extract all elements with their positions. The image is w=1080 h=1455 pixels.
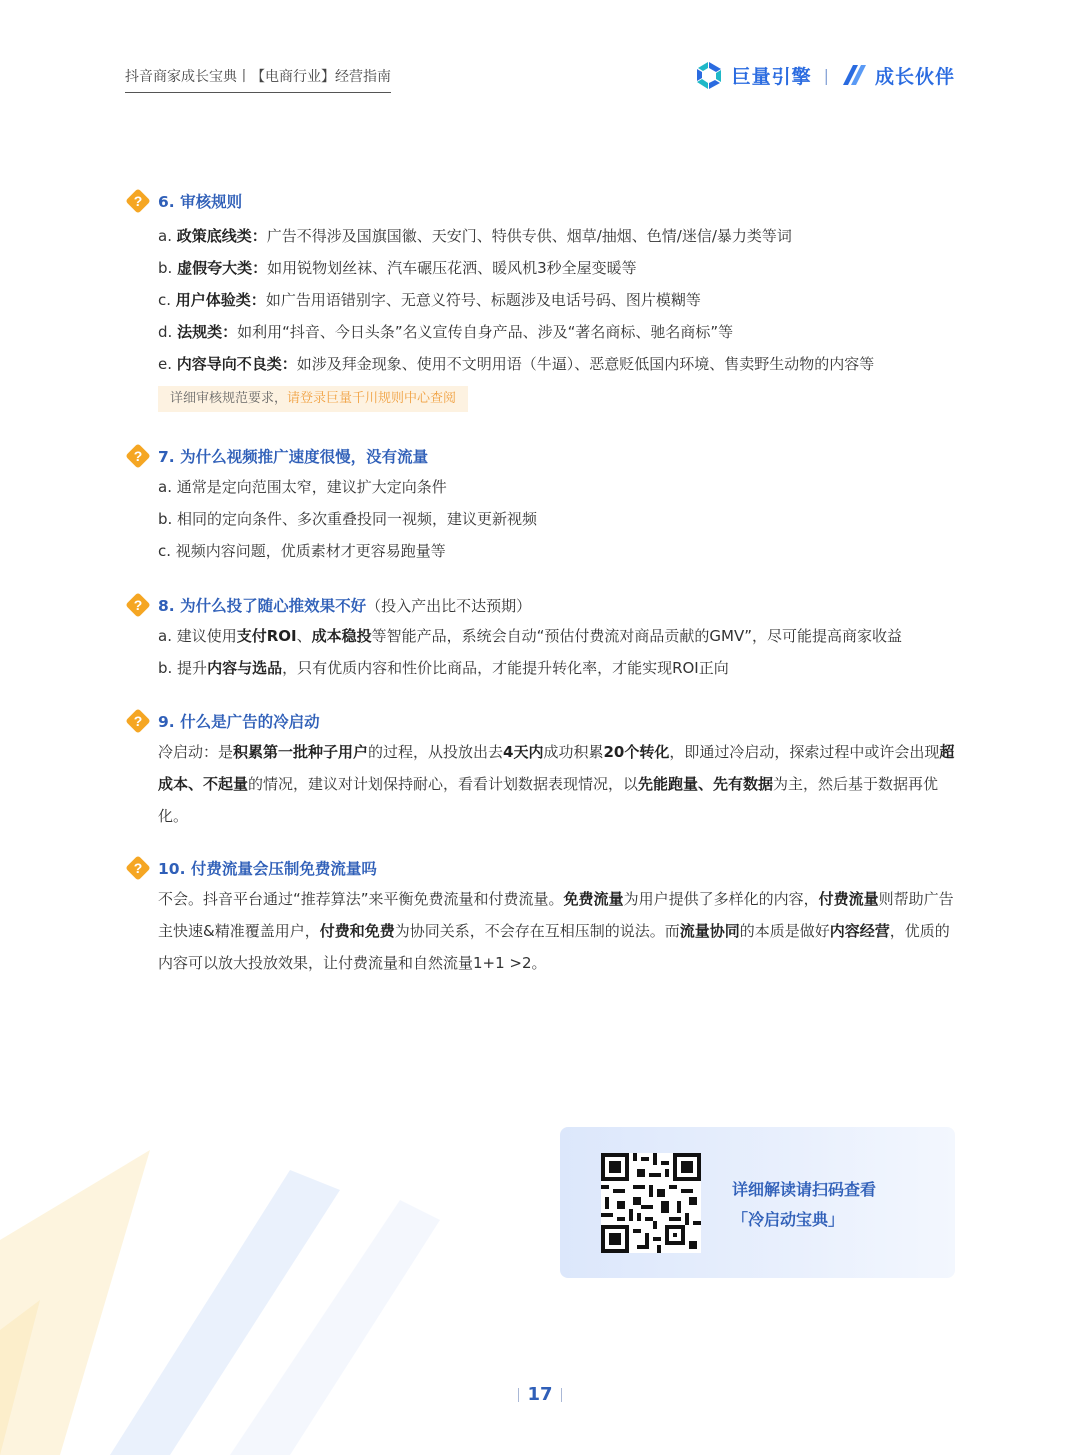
- section-header: [125, 186, 955, 216]
- section-header: [125, 853, 955, 883]
- ocean-engine-logo-icon: [694, 60, 724, 90]
- section-title: 7. 为什么视频推广速度很慢，没有流量: [158, 448, 429, 466]
- list-item: a. 政策底线类：广告不得涉及国旗国徽、天安门、特供专供、烟草/抽烟、色情/迷信/暴力类等词: [158, 227, 792, 245]
- growth-partner-logo-icon: [841, 63, 867, 87]
- list-item: c. 视频内容问题，优质素材才更容易跑量等: [158, 542, 446, 560]
- list-item: b. 虚假夸大类：如用锐物划丝袜、汽车碾压花洒、暖风机3秒全屋变暖等: [158, 259, 637, 277]
- qr-code[interactable]: [601, 1153, 701, 1253]
- section-title: 8. 为什么投了随心推效果不好（投入产出比不达预期）: [158, 597, 532, 615]
- svg-text:?: ?: [133, 597, 143, 613]
- section-header: [125, 441, 955, 471]
- list-item: e. 内容导向不良类：如涉及拜金现象、使用不文明用语（牛逼）、恶意贬低国内环境、售卖野生动物的内容等: [158, 355, 875, 373]
- page-number-divider: [518, 1388, 519, 1402]
- section-paid-vs-free-traffic: [125, 853, 955, 979]
- question-mark-icon: [125, 708, 151, 734]
- rules-center-link[interactable]: 请登录巨量千川规则中心查阅: [287, 391, 457, 406]
- section-title: 10. 付费流量会压制免费流量吗: [158, 860, 377, 878]
- brand-separator: |: [823, 65, 829, 85]
- list-item: a. 通常是定向范围太窄，建议扩大定向条件: [158, 478, 447, 496]
- section-header: [125, 590, 955, 620]
- section-cold-start: [125, 706, 955, 832]
- list-item: b. 相同的定向条件、多次重叠投同一视频，建议更新视频: [158, 510, 538, 528]
- section-paragraph: 不会。抖音平台通过“推荐算法”来平衡免费流量和付费流量。免费流量为用户提供了多样化的内容，付费流量则帮助广告主快速&精准覆盖用户，付费和免费为协同关系，不会存在互相压制的说法。而流量协同的本质是做好内容经营，优质的内容可以放大投放效果，让付费流量和自然流量1+1 >2。: [158, 890, 954, 972]
- tip-text: 详细审核规范要求，: [170, 391, 288, 406]
- list-item: c. 用户体验类：如广告用语错别字、无意义符号、标题涉及电话号码、图片模糊等: [158, 291, 701, 309]
- brand-primary-name: 巨量引擎: [731, 65, 812, 88]
- page-number-value: 17: [527, 1384, 553, 1405]
- page-number-divider: [561, 1388, 562, 1402]
- header-title: 抖音商家成长宝典丨【电商行业】经营指南: [125, 66, 391, 93]
- section-title: 6. 审核规则: [158, 193, 243, 211]
- brand-logo: [694, 60, 955, 90]
- qr-code-icon: [601, 1153, 701, 1253]
- question-mark-icon: [125, 443, 151, 469]
- brand-secondary-name: 成长伙伴: [874, 65, 955, 88]
- section-paragraph: 冷启动：是积累第一批种子用户的过程，从投放出去4天内成功积累20个转化，即通过冷启动，探索过程中或许会出现超成本、不起量的情况，建议对计划保持耐心，看看计划数据表现情况，以先能跑量、先有数据为主，然后基于数据再优化。: [158, 743, 955, 825]
- page-number: [0, 1384, 1080, 1405]
- section-title: 9. 什么是广告的冷启动: [158, 713, 320, 731]
- svg-text:?: ?: [133, 448, 143, 464]
- section-slow-video-promotion: [125, 441, 955, 567]
- question-mark-icon: [125, 855, 151, 881]
- qr-caption: [732, 1175, 876, 1235]
- qr-caption-line1: 详细解读请扫码查看: [732, 1180, 877, 1199]
- review-rules-tip: [158, 386, 468, 412]
- question-mark-icon: [125, 188, 151, 214]
- list-item: b. 提升内容与选品，只有优质内容和性价比商品，才能提升转化率，才能实现ROI正向: [158, 659, 729, 677]
- svg-text:?: ?: [133, 713, 143, 729]
- list-item: d. 法规类：如利用“抖音、今日头条”名义宣传自身产品、涉及“著名商标、驰名商标”等: [158, 323, 734, 341]
- svg-text:?: ?: [133, 193, 143, 209]
- qr-caption-line2: 「冷启动宝典」: [732, 1210, 845, 1229]
- page-header: [125, 60, 955, 94]
- qr-code-card: [560, 1127, 955, 1278]
- section-suixintui-effect: [125, 590, 955, 684]
- svg-text:?: ?: [133, 860, 143, 876]
- list-item: a. 建议使用支付ROI、成本稳投等智能产品，系统会自动“预估付费流对商品贡献的GMV”，尽可能提高商家收益: [158, 627, 903, 645]
- section-review-rules: [125, 186, 955, 412]
- question-mark-icon: [125, 592, 151, 618]
- section-header: [125, 706, 955, 736]
